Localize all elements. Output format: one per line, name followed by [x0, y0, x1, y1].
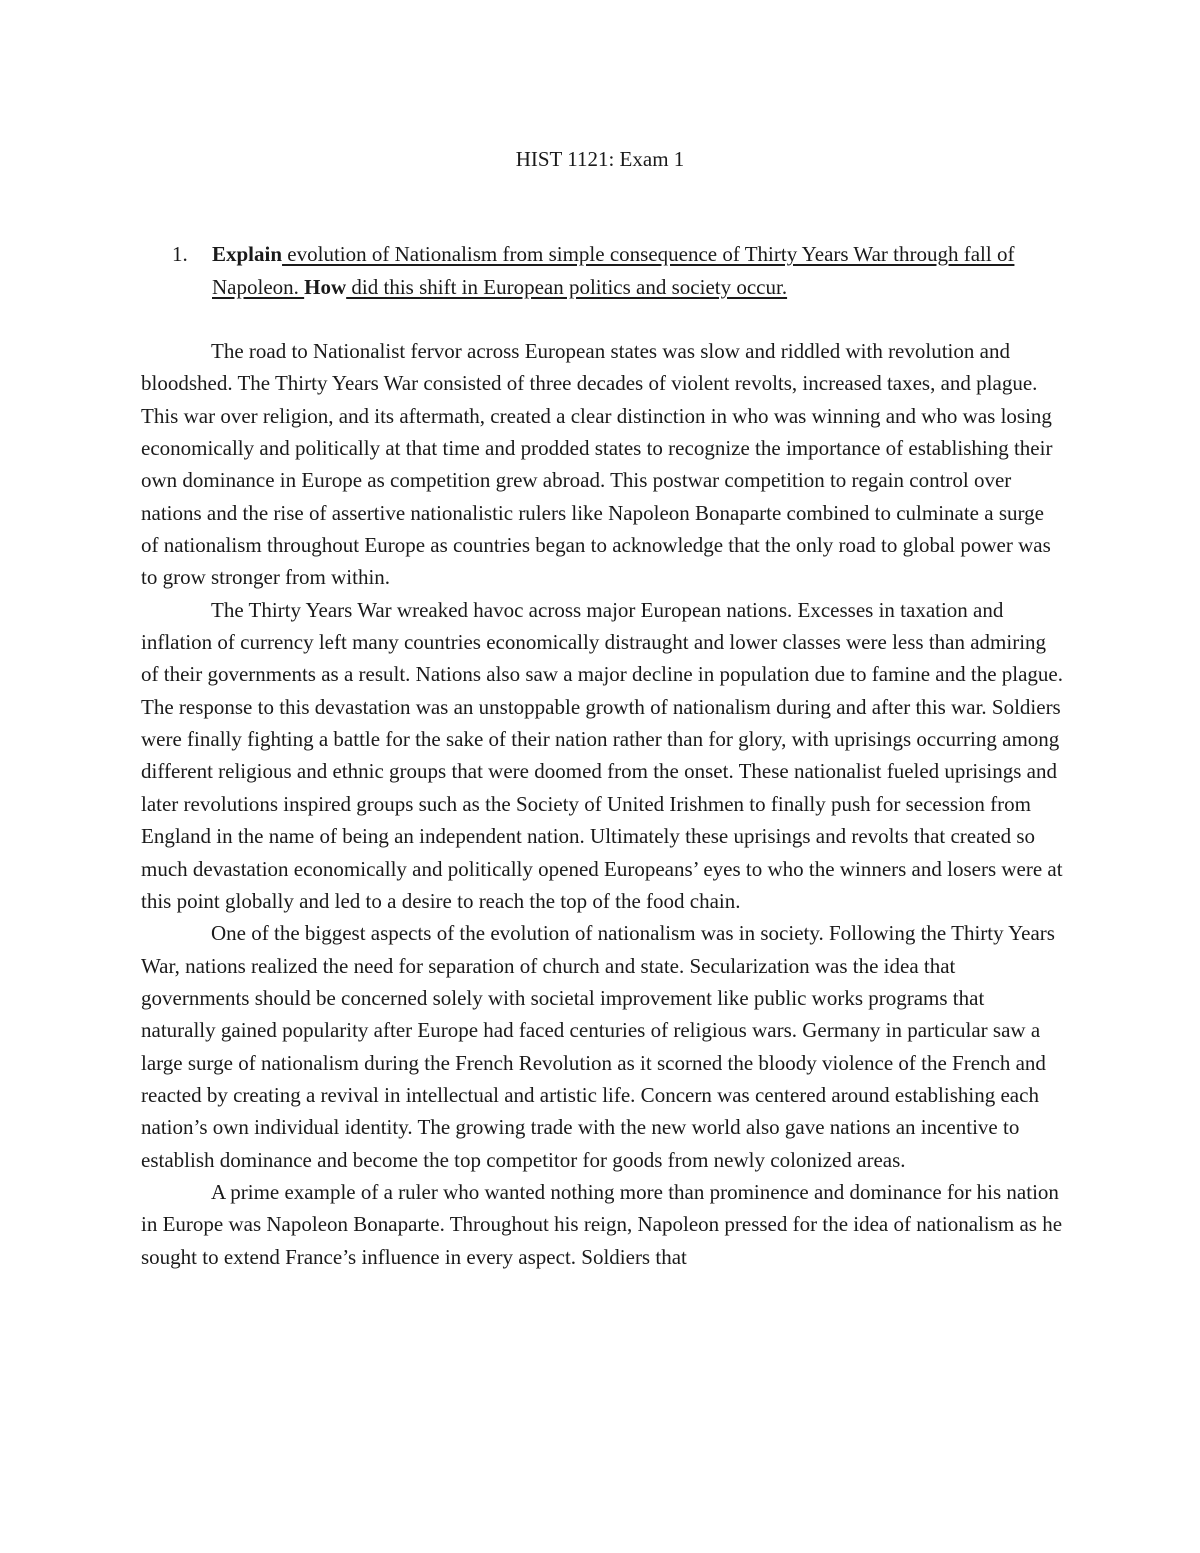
essay-paragraph: The Thirty Years War wreaked havoc across major European nations. Excesses in taxation and inflation of currency left many countries economically distraught and lower classes were less than admiring of their governments as a result. Nations also saw a major decline in population due to famine and the plague. The response to this devastation was an unstoppable growth of nationalism during and after this war. Soldiers were finally fighting a battle for the sake of their nation rather than for glory, with uprisings occurring among different religious and ethnic groups that were doomed from the onset. These nationalist fueled uprisings and later revolutions inspired groups such as the Society of United Irishmen to finally push for secession from England in the name of being an independent nation. Ultimately these uprisings and revolts that created so much devastation economically and politically opened Europeans’ eyes to who the winners and losers were at this point globally and led to a desire to reach the top of the food chain.	[141, 597, 1063, 913]
document-title: HIST 1121: Exam 1	[515, 147, 685, 171]
question-prompt-part-2: did this shift in European politics and society occur.	[346, 274, 788, 299]
question-number: 1.	[172, 242, 188, 266]
question-verb-how: How	[304, 274, 347, 299]
essay-body	[141, 335, 1063, 1273]
essay-paragraph: The road to Nationalist fervor across European states was slow and riddled with revolution and bloodshed. The Thirty Years War consisted of three decades of violent revolts, increased taxes, and plague. This war over religion, and its aftermath, created a clear distinction in who was winning and who was losing economically and politically at that time and prodded states to recognize the importance of establishing their own dominance in Europe as competition grew abroad. This postwar competition to regain control over nations and the rise of assertive nationalistic rulers like Napoleon Bonaparte combined to culminate a surge of nationalism throughout Europe as countries began to acknowledge that the only road to global power was to grow stronger from within.	[141, 339, 1053, 590]
question-prompt-part-1: evolution of Nationalism from simple consequence of Thirty Years War through fall of Napoleon.	[212, 242, 1015, 299]
question-text	[212, 238, 1062, 303]
essay-paragraph: A prime example of a ruler who wanted nothing more than prominence and dominance for his nation in Europe was Napoleon Bonaparte. Throughout his reign, Napoleon pressed for the idea of nationalism as he sought to extend France’s influence in every aspect. Soldiers that	[141, 1179, 1063, 1269]
exam-question	[172, 238, 1062, 303]
question-verb-explain: Explain	[212, 242, 283, 266]
essay-paragraph: One of the biggest aspects of the evolution of nationalism was in society. Following the Thirty Years War, nations realized the need for separation of church and state. Secularization was the idea that governments should be concerned solely with societal improvement like public works programs that naturally gained popularity after Europe had faced centuries of religious wars. Germany in particular saw a large surge of nationalism during the French Revolution as it scorned the bloody violence of the French and reacted by creating a revival in intellectual and artistic life. Concern was centered around establishing each nation’s own individual identity. The growing trade with the new world also gave nations an incentive to establish dominance and become the top competitor for goods from newly colonized areas.	[141, 921, 1055, 1172]
